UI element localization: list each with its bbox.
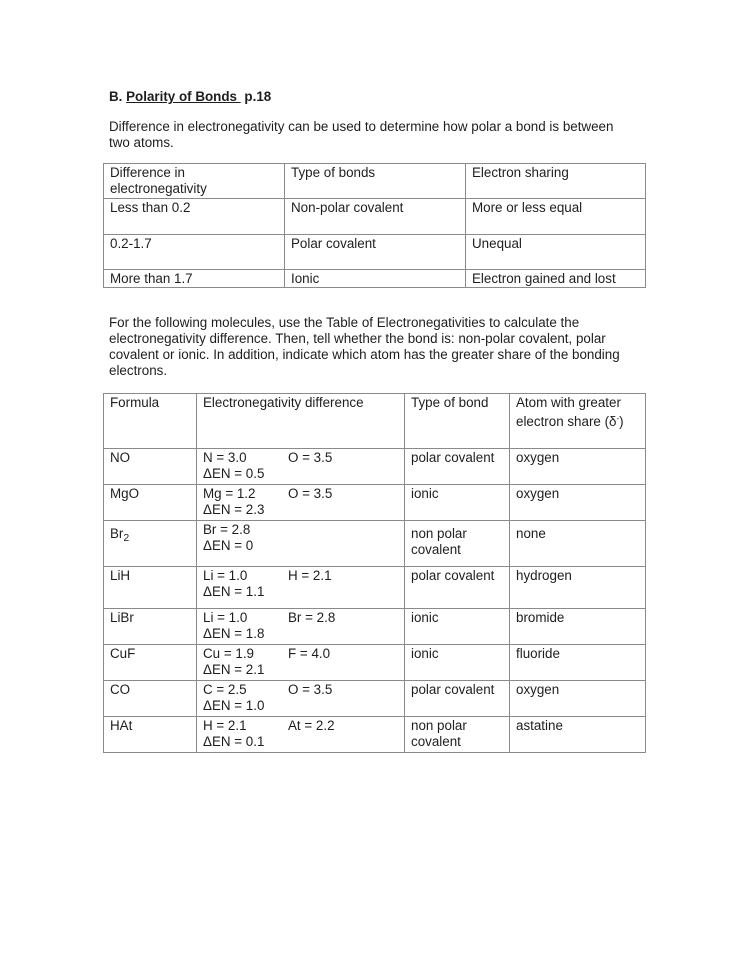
atom-b-en: O = 3.5 bbox=[288, 486, 333, 501]
section-title: Polarity of Bonds bbox=[126, 89, 241, 104]
greater-share-cell: oxygen bbox=[510, 449, 646, 485]
table-row bbox=[104, 485, 646, 521]
table-cell: Polar covalent bbox=[285, 235, 466, 270]
en-cell bbox=[197, 609, 405, 645]
formula-cell bbox=[104, 521, 197, 567]
en-cell bbox=[197, 717, 405, 753]
atom-b-en: O = 3.5 bbox=[288, 450, 333, 465]
delta-en: ΔEN = 2.3 bbox=[203, 502, 265, 517]
header-cell: Electron sharing bbox=[466, 164, 646, 199]
delta-en: ΔEN = 0.1 bbox=[203, 734, 265, 749]
header-formula: Formula bbox=[104, 394, 197, 449]
atom-b-en: H = 2.1 bbox=[288, 568, 332, 583]
table-row bbox=[104, 717, 646, 753]
header-greater-share-text: Atom with greater electron share (δ bbox=[516, 395, 621, 429]
atom-a-en: Li = 1.0 bbox=[203, 568, 248, 583]
formula-text: CuF bbox=[110, 646, 136, 661]
greater-share-cell: bromide bbox=[510, 609, 646, 645]
atom-b-en: Br = 2.8 bbox=[288, 610, 336, 625]
formula-text: MgO bbox=[110, 486, 140, 501]
atom-a-en: Br = 2.8 bbox=[203, 522, 251, 537]
greater-share-cell: oxygen bbox=[510, 485, 646, 521]
table-row bbox=[104, 199, 646, 235]
formula-cell bbox=[104, 609, 197, 645]
formula-cell bbox=[104, 449, 197, 485]
greater-share-cell: hydrogen bbox=[510, 567, 646, 609]
atom-a-en: Li = 1.0 bbox=[203, 610, 248, 625]
atom-a-en: Mg = 1.2 bbox=[203, 486, 256, 501]
formula-cell bbox=[104, 717, 197, 753]
table-cell: More or less equal bbox=[466, 199, 646, 235]
delta-en: ΔEN = 2.1 bbox=[203, 662, 265, 677]
formula-text: Br bbox=[110, 526, 124, 541]
table-cell: Unequal bbox=[466, 235, 646, 270]
header-cell: Type of bonds bbox=[285, 164, 466, 199]
table-row bbox=[104, 449, 646, 485]
table-row bbox=[104, 235, 646, 270]
header-en-difference: Electronegativity difference bbox=[197, 394, 405, 449]
greater-share-cell: oxygen bbox=[510, 681, 646, 717]
atom-b-en: F = 4.0 bbox=[288, 646, 331, 661]
bond-type-cell: non polar covalent bbox=[405, 521, 510, 567]
en-cell bbox=[197, 681, 405, 717]
formula-text: NO bbox=[110, 450, 131, 465]
table-row bbox=[104, 645, 646, 681]
section-letter: B. bbox=[109, 89, 127, 104]
page-reference: p.18 bbox=[240, 89, 272, 104]
bond-type-cell: polar covalent bbox=[405, 681, 510, 717]
formula-text: CO bbox=[110, 682, 131, 697]
table-cell: Less than 0.2 bbox=[104, 199, 285, 235]
formula-text: HAt bbox=[110, 718, 133, 733]
header-greater-share bbox=[510, 394, 646, 449]
table-cell: Non-polar covalent bbox=[285, 199, 466, 235]
table-cell: More than 1.7 bbox=[104, 270, 285, 288]
delta-en: ΔEN = 1.1 bbox=[203, 584, 265, 599]
table-row bbox=[104, 609, 646, 645]
bond-type-cell: non polar covalent bbox=[405, 717, 510, 753]
formula-text: LiH bbox=[110, 568, 131, 583]
bond-type-cell: ionic bbox=[405, 485, 510, 521]
greater-share-cell: fluoride bbox=[510, 645, 646, 681]
formula-cell bbox=[104, 681, 197, 717]
table-header-row bbox=[104, 394, 646, 449]
en-cell bbox=[197, 449, 405, 485]
greater-share-cell: none bbox=[510, 521, 646, 567]
en-cell bbox=[197, 567, 405, 609]
bond-type-cell: polar covalent bbox=[405, 567, 510, 609]
atom-a-en: N = 3.0 bbox=[203, 450, 247, 465]
bond-type-cell: polar covalent bbox=[405, 449, 510, 485]
table-cell: 0.2-1.7 bbox=[104, 235, 285, 270]
table-cell: Ionic bbox=[285, 270, 466, 288]
formula-cell bbox=[104, 485, 197, 521]
bond-type-cell: ionic bbox=[405, 645, 510, 681]
header-greater-share-close: ) bbox=[619, 414, 624, 429]
formula-subscript: 2 bbox=[123, 532, 130, 544]
bond-type-cell: ionic bbox=[405, 609, 510, 645]
header-cell: Difference in electronegativity bbox=[104, 164, 285, 199]
instructions-paragraph: For the following molecules, use the Table of Electronegativities to calculate the electronegativity difference. Then, tell whether the bond is: non-polar covalent, polar covalent or ionic. In addition, indicate which atom has the greater share of the bonding electrons. bbox=[109, 315, 620, 378]
section-heading bbox=[109, 89, 271, 105]
table-cell: Electron gained and lost bbox=[466, 270, 646, 288]
greater-share-cell: astatine bbox=[510, 717, 646, 753]
en-cell bbox=[197, 485, 405, 521]
molecules-table bbox=[103, 393, 646, 753]
bond-types-table bbox=[103, 163, 646, 288]
table-header-row bbox=[104, 164, 646, 199]
en-cell bbox=[197, 645, 405, 681]
atom-a-en: C = 2.5 bbox=[203, 682, 247, 697]
header-bond-type: Type of bond bbox=[405, 394, 510, 449]
formula-text: LiBr bbox=[110, 610, 134, 625]
table-row bbox=[104, 681, 646, 717]
formula-cell bbox=[104, 645, 197, 681]
delta-minus-superscript: - bbox=[616, 414, 620, 423]
delta-en: ΔEN = 1.0 bbox=[203, 698, 265, 713]
table-row bbox=[104, 567, 646, 609]
delta-en: ΔEN = 0.5 bbox=[203, 466, 265, 481]
formula-cell bbox=[104, 567, 197, 609]
delta-en: ΔEN = 0 bbox=[203, 538, 254, 553]
en-cell bbox=[197, 521, 405, 567]
atom-a-en: H = 2.1 bbox=[203, 718, 247, 733]
table-row bbox=[104, 521, 646, 567]
table-row bbox=[104, 270, 646, 288]
atom-a-en: Cu = 1.9 bbox=[203, 646, 254, 661]
intro-paragraph: Difference in electronegativity can be used to determine how polar a bond is between two atoms. bbox=[109, 119, 614, 150]
atom-b-en: O = 3.5 bbox=[288, 682, 333, 697]
delta-en: ΔEN = 1.8 bbox=[203, 626, 265, 641]
atom-b-en: At = 2.2 bbox=[288, 718, 335, 733]
